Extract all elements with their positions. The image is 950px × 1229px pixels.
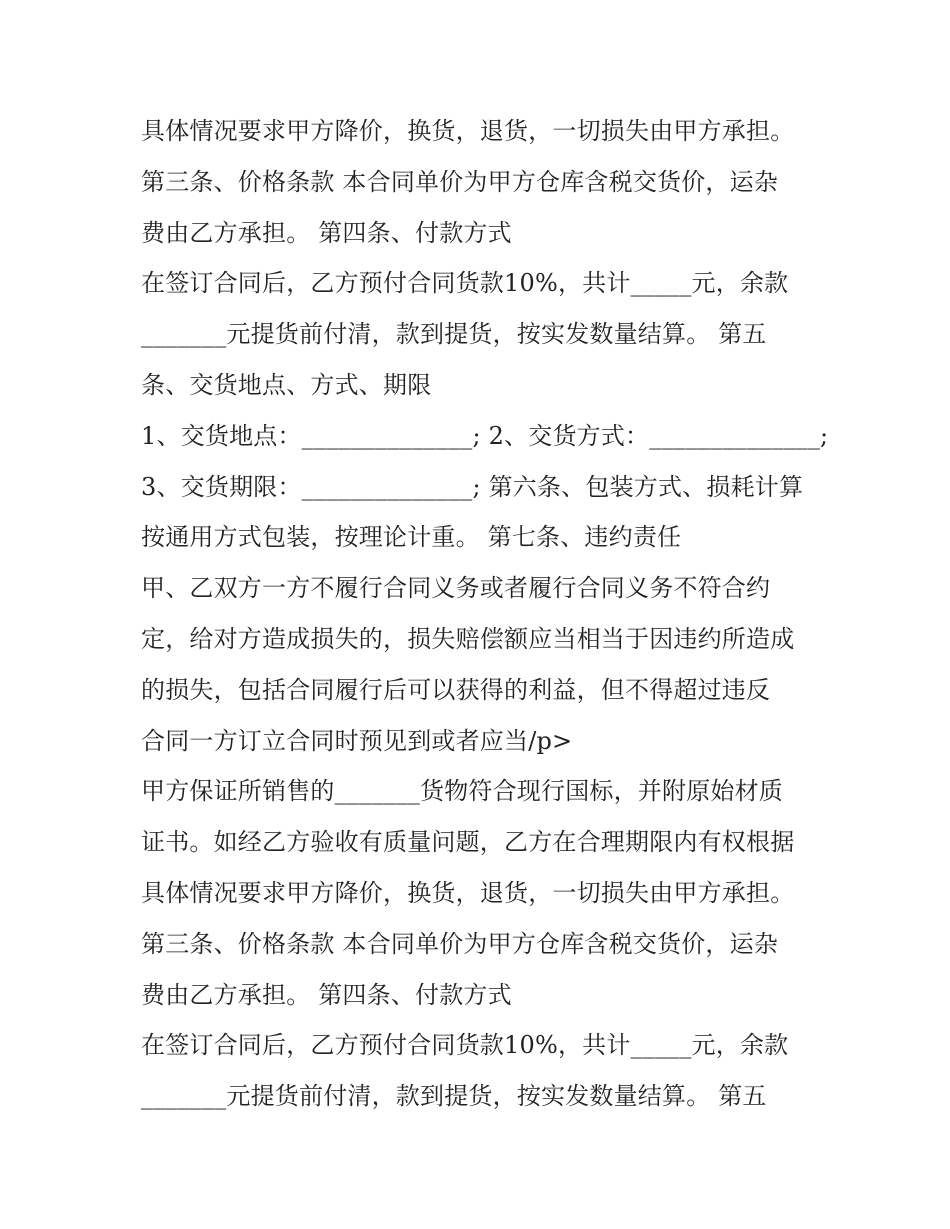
text-line: 合同一方订立合同时预见到或者应当/p> xyxy=(141,726,573,755)
text-line: 条、交货地点、方式、期限 xyxy=(141,370,432,399)
text-line: 1、交货地点：______________; 2、交货方式：______________; xyxy=(141,421,829,450)
text-line: 定，给对方造成损失的，损失赔偿额应当相当于因违约所造成 xyxy=(141,624,795,653)
text-line: 的损失，包括合同履行后可以获得的利益，但不得超过违反 xyxy=(141,675,771,704)
text-line: 具体情况要求甲方降价，换货，退货，一切损失由甲方承担。 xyxy=(141,878,795,907)
text-line: 甲、乙双方一方不履行合同义务或者履行合同义务不符合约 xyxy=(141,574,771,603)
text-line: 甲方保证所销售的_______货物符合现行国标，并附原始材质 xyxy=(141,777,783,806)
text-line: 按通用方式包装，按理论计重。 第七条、违约责任 xyxy=(141,523,682,552)
text-line: _______元提货前付清，款到提货，按实发数量结算。 第五 xyxy=(141,1082,767,1111)
text-line: 在签订合同后，乙方预付合同货款10%，共计_____元，余款 xyxy=(141,269,789,298)
contract-text xyxy=(141,106,829,1122)
text-line: 第三条、价格条款 本合同单价为甲方仓库含税交货价，运杂 xyxy=(141,929,779,958)
text-line: _______元提货前付清，款到提货，按实发数量结算。 第五 xyxy=(141,320,767,349)
text-line: 在签订合同后，乙方预付合同货款10%，共计_____元，余款 xyxy=(141,1031,789,1060)
text-line: 具体情况要求甲方降价，换货，退货，一切损失由甲方承担。 xyxy=(141,117,795,145)
text-line: 3、交货期限：______________; 第六条、包装方式、损耗计算 xyxy=(141,472,804,501)
text-line: 费由乙方承担。 第四条、付款方式 xyxy=(141,980,512,1009)
text-line: 费由乙方承担。 第四条、付款方式 xyxy=(141,218,512,247)
text-line: 证书。如经乙方验收有质量问题，乙方在合理期限内有权根据 xyxy=(141,828,795,857)
text-line: 第三条、价格条款 本合同单价为甲方仓库含税交货价，运杂 xyxy=(141,167,779,196)
